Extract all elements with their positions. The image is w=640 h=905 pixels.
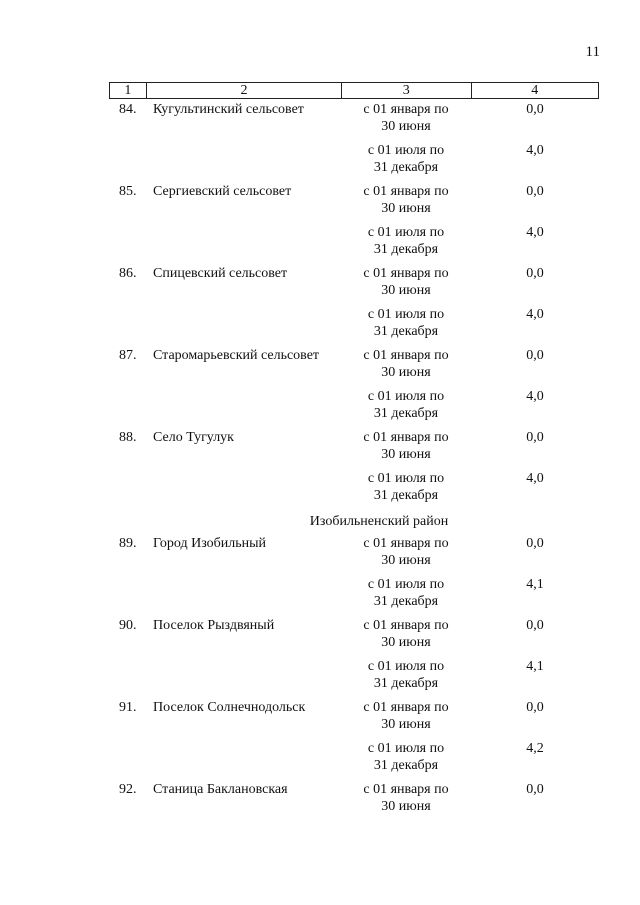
period-start: с 01 января по	[363, 700, 449, 715]
table-row	[109, 265, 599, 306]
period-end: 31 декабря	[373, 324, 439, 339]
municipality-name: Село Тугулук	[153, 430, 234, 445]
rate-value: 0,0	[526, 102, 544, 117]
row-number: 86.	[119, 266, 137, 281]
table-row	[109, 699, 599, 740]
rate-value: 4,0	[526, 389, 544, 404]
period-end: 30 июня	[381, 201, 431, 216]
period-start: с 01 января по	[363, 184, 449, 199]
row-number: 92.	[119, 782, 137, 797]
rate-value: 4,0	[526, 307, 544, 322]
municipality-name: Станица Баклановская	[153, 782, 288, 797]
period-cell	[341, 699, 471, 733]
table-row	[109, 470, 599, 511]
rate-value: 0,0	[526, 618, 544, 633]
rate-value: 4,1	[526, 659, 544, 674]
rate-value: 4,0	[526, 471, 544, 486]
rate-value: 0,0	[526, 536, 544, 551]
period-end: 30 июня	[381, 283, 431, 298]
table-row	[109, 388, 599, 429]
period-start: с 01 июля по	[367, 143, 445, 158]
rate-value: 4,0	[526, 143, 544, 158]
table-row	[109, 306, 599, 347]
period-end: 30 июня	[381, 717, 431, 732]
municipality-name: Старомарьевский сельсовет	[153, 348, 320, 363]
district-heading: Изобильненский район	[309, 514, 449, 529]
period-cell	[341, 781, 471, 815]
table-row	[109, 429, 599, 470]
period-cell	[341, 101, 471, 135]
period-end: 30 июня	[381, 553, 431, 568]
rate-value: 0,0	[526, 700, 544, 715]
section-heading-row	[109, 511, 599, 535]
period-end: 31 декабря	[373, 676, 439, 691]
row-number: 87.	[119, 348, 137, 363]
page-number: 11	[585, 44, 600, 60]
period-start: с 01 января по	[363, 430, 449, 445]
period-cell	[341, 740, 471, 774]
rate-value: 0,0	[526, 348, 544, 363]
rate-value: 0,0	[526, 430, 544, 445]
period-end: 31 декабря	[373, 160, 439, 175]
header-col-1: 1	[124, 83, 132, 98]
period-end: 31 декабря	[373, 594, 439, 609]
municipality-name: Поселок Рыздвяный	[153, 618, 275, 633]
table-row	[109, 183, 599, 224]
rate-value: 0,0	[526, 782, 544, 797]
period-start: с 01 июля по	[367, 659, 445, 674]
period-end: 30 июня	[381, 635, 431, 650]
table-row	[109, 535, 599, 576]
period-cell	[341, 535, 471, 569]
table-row	[109, 101, 599, 142]
period-cell	[341, 347, 471, 381]
row-number: 88.	[119, 430, 137, 445]
period-end: 30 июня	[381, 365, 431, 380]
municipality-name: Город Изобильный	[153, 536, 267, 551]
period-start: с 01 июля по	[367, 389, 445, 404]
period-end: 30 июня	[381, 447, 431, 462]
table-row	[109, 658, 599, 699]
period-start: с 01 января по	[363, 348, 449, 363]
row-number: 89.	[119, 536, 137, 551]
period-start: с 01 июля по	[367, 307, 445, 322]
table-row	[109, 781, 599, 822]
table-row	[109, 142, 599, 183]
row-number: 84.	[119, 102, 137, 117]
period-end: 31 декабря	[373, 758, 439, 773]
period-cell	[341, 224, 471, 258]
rate-value: 0,0	[526, 266, 544, 281]
period-cell	[341, 429, 471, 463]
period-end: 31 декабря	[373, 488, 439, 503]
header-col-4: 4	[471, 83, 598, 98]
table-row	[109, 740, 599, 781]
period-cell	[341, 617, 471, 651]
header-col-3: 3	[341, 83, 470, 98]
period-start: с 01 июля по	[367, 471, 445, 486]
table-row	[109, 617, 599, 658]
period-end: 31 декабря	[373, 406, 439, 421]
row-number: 91.	[119, 700, 137, 715]
header-col-2: 2	[146, 83, 341, 98]
rate-value: 4,2	[526, 741, 544, 756]
period-start: с 01 января по	[363, 618, 449, 633]
rate-value: 4,1	[526, 577, 544, 592]
period-cell	[341, 306, 471, 340]
row-number: 85.	[119, 184, 137, 199]
period-cell	[341, 388, 471, 422]
period-cell	[341, 470, 471, 504]
period-cell	[341, 183, 471, 217]
period-start: с 01 июля по	[367, 577, 445, 592]
period-start: с 01 июля по	[367, 741, 445, 756]
table-body	[109, 101, 599, 822]
municipality-name: Спицевский сельсовет	[153, 266, 288, 281]
period-start: с 01 января по	[363, 536, 449, 551]
table-header-row	[109, 82, 599, 99]
period-end: 30 июня	[381, 799, 431, 814]
period-cell	[341, 142, 471, 176]
period-end: 30 июня	[381, 119, 431, 134]
period-start: с 01 июля по	[367, 225, 445, 240]
period-end: 31 декабря	[373, 242, 439, 257]
table-row	[109, 224, 599, 265]
period-cell	[341, 576, 471, 610]
period-cell	[341, 658, 471, 692]
municipality-name: Сергиевский сельсовет	[153, 184, 292, 199]
table-row	[109, 347, 599, 388]
municipality-name: Поселок Солнечнодольск	[153, 700, 306, 715]
rate-value: 4,0	[526, 225, 544, 240]
rate-value: 0,0	[526, 184, 544, 199]
period-start: с 01 января по	[363, 782, 449, 797]
period-start: с 01 января по	[363, 266, 449, 281]
table-row	[109, 576, 599, 617]
row-number: 90.	[119, 618, 137, 633]
period-start: с 01 января по	[363, 102, 449, 117]
municipality-name: Кугультинский сельсовет	[153, 102, 304, 117]
period-cell	[341, 265, 471, 299]
